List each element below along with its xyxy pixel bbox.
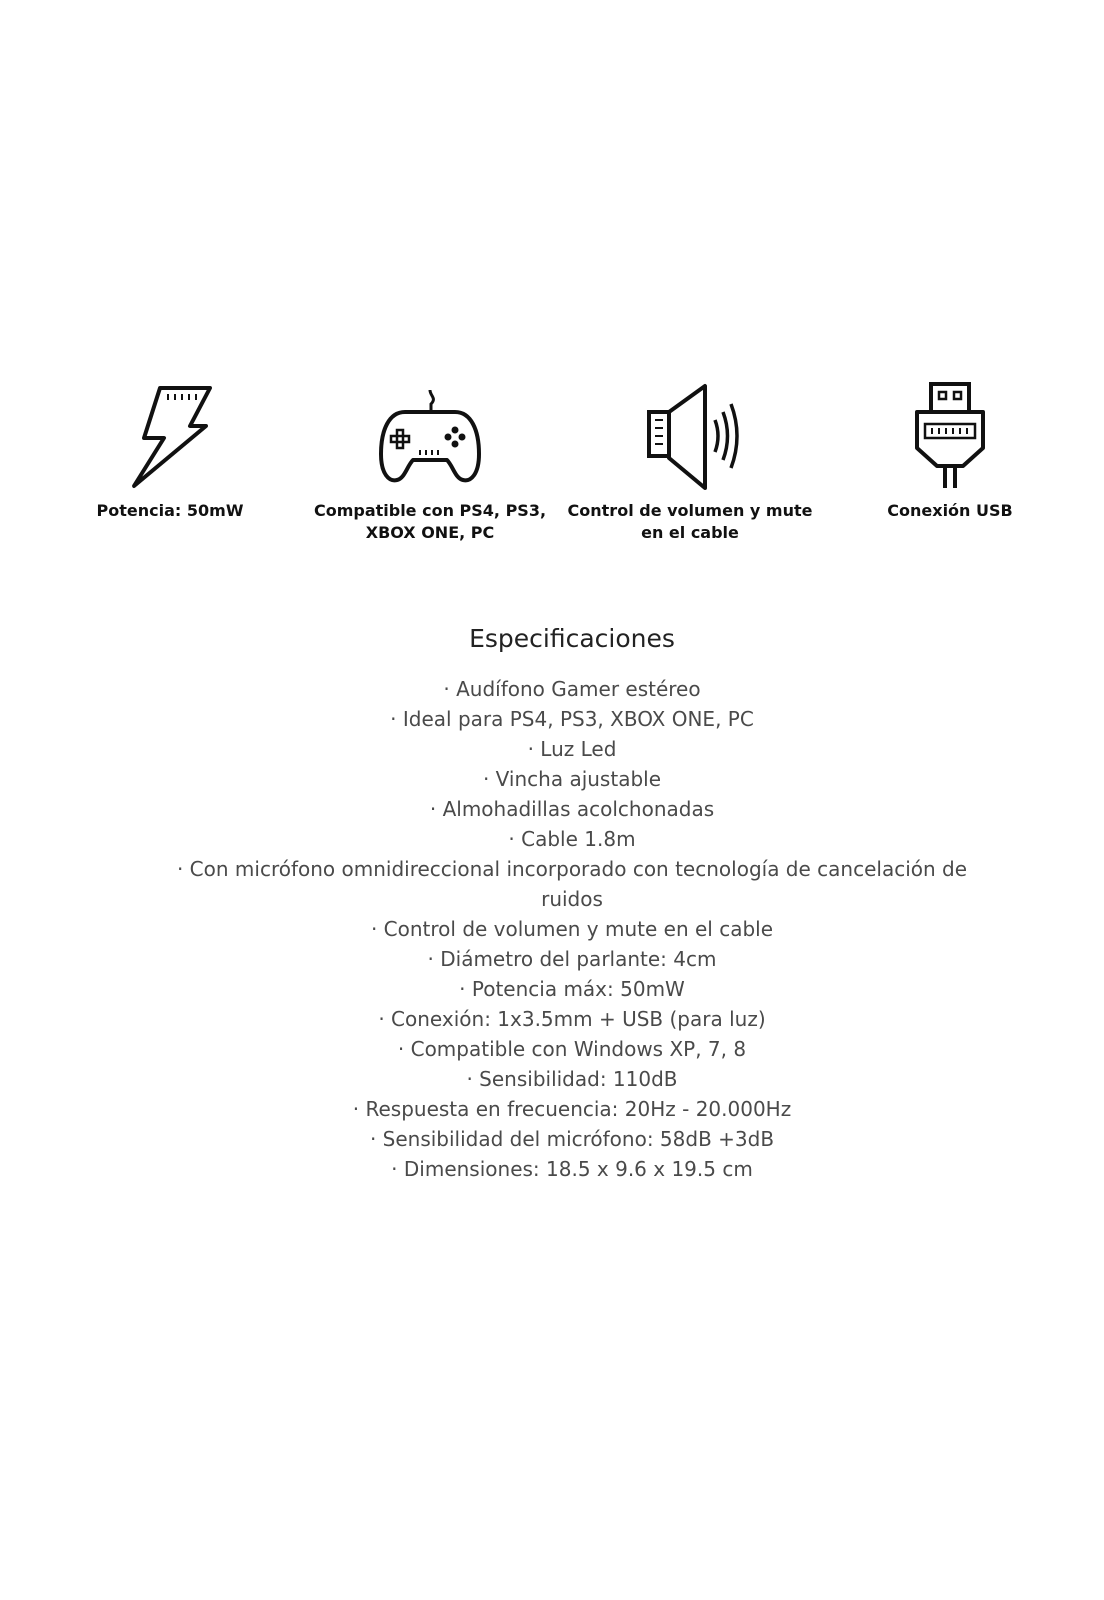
spec-item: · Respuesta en frecuencia: 20Hz - 20.000Hz xyxy=(352,1097,792,1121)
spec-item: · Con micrófono omnidireccional incorporado con tecnología de cancelación de ruidos xyxy=(176,857,968,911)
feature-icons-row xyxy=(0,382,1104,562)
spec-item: · Luz Led xyxy=(527,737,617,761)
lightning-icon xyxy=(40,382,300,492)
spec-item: · Diámetro del parlante: 4cm xyxy=(427,947,717,971)
spec-item: · Ideal para PS4, PS3, XBOX ONE, PC xyxy=(390,707,754,731)
spec-item: · Cable 1.8m xyxy=(508,827,636,851)
feature-usb xyxy=(820,382,1080,522)
specifications-title: Especificaciones xyxy=(469,624,675,653)
spec-item: · Control de volumen y mute en el cable xyxy=(370,917,774,941)
feature-volume-control xyxy=(560,382,820,544)
spec-item: · Sensibilidad: 110dB xyxy=(466,1067,678,1091)
usb-plug-icon xyxy=(820,382,1080,492)
feature-usb-label: Conexión USB xyxy=(887,501,1013,520)
feature-power-label: Potencia: 50mW xyxy=(96,501,244,520)
specifications-section xyxy=(150,622,994,1184)
spec-item: · Conexión: 1x3.5mm + USB (para luz) xyxy=(378,1007,766,1031)
spec-item: · Almohadillas acolchonadas xyxy=(429,797,715,821)
specifications-list xyxy=(150,674,994,1184)
feature-power xyxy=(40,382,300,522)
spec-item: · Dimensiones: 18.5 x 9.6 x 19.5 cm xyxy=(391,1157,753,1181)
spec-item: · Sensibilidad del micrófono: 58dB +3dB xyxy=(369,1127,775,1151)
speaker-volume-icon xyxy=(560,382,820,492)
feature-volume-control-label: Control de volumen y mute en el cable xyxy=(567,501,813,542)
spec-item: · Potencia máx: 50mW xyxy=(459,977,685,1001)
feature-compatibility-label: Compatible con PS4, PS3, XBOX ONE, PC xyxy=(313,501,547,542)
spec-item: · Compatible con Windows XP, 7, 8 xyxy=(397,1037,747,1061)
spec-item: · Vincha ajustable xyxy=(482,767,662,791)
spec-item: · Audífono Gamer estéreo xyxy=(443,677,701,701)
feature-compatibility xyxy=(300,382,560,544)
gamepad-icon xyxy=(300,382,560,492)
